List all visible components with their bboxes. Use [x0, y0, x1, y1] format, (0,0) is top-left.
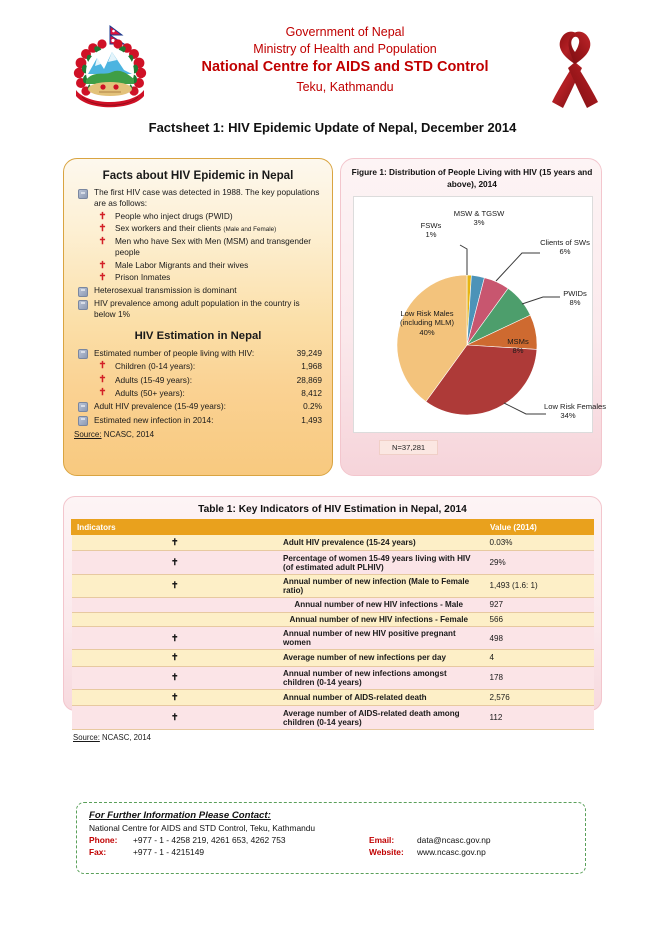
estimation-row [74, 347, 322, 359]
square-bullet-icon [78, 416, 88, 426]
contact-email-value[interactable]: data@ncasc.gov.np [417, 835, 491, 845]
estimation-value: 28,869 [296, 374, 322, 385]
estimation-label: Estimated number of people living with HIV: [94, 347, 255, 358]
contact-box [76, 802, 586, 874]
table-cell-value: 4 [485, 650, 594, 666]
estimation-row [74, 360, 322, 372]
key-population-label: Male Labor Migrants and their wives [115, 259, 249, 270]
page-header [0, 18, 665, 118]
table-row [72, 650, 594, 666]
key-population-label [115, 223, 322, 235]
header-line-ministry: Ministry of Health and Population [253, 41, 437, 56]
contact-website-value[interactable]: www.ncasc.gov.np [417, 846, 486, 857]
pie-label-msw-tgsw-pct: 3% [473, 218, 485, 228]
fact-bullet-text: HIV prevalence among adult population in the country is below 1% [94, 297, 300, 320]
leader-line-low-risk-females [504, 403, 546, 414]
facts-source-label: Source: [74, 430, 102, 440]
estimation-label: Adults (15-49 years): [115, 374, 193, 385]
key-population-label: Prison Inmates [115, 272, 171, 283]
ribbon-bullet-icon: ✝ [98, 210, 107, 222]
table-row [72, 535, 594, 551]
table-cell-indicator: Annual number of new HIV infections - Male [278, 598, 485, 612]
pie-label-fsws [410, 221, 452, 240]
table-source-label: Source: [73, 732, 100, 742]
key-indicators-table [71, 519, 594, 730]
key-population-label: Men who have Sex with Men (MSM) and transgender people [115, 236, 311, 258]
table-cell-value: 927 [485, 598, 594, 612]
contact-fax-label: Fax: [89, 846, 107, 857]
leader-line-pwids [522, 297, 560, 304]
pie-label-fsws-pct: 1% [425, 230, 437, 240]
fact-intro-text: The first HIV case was detected in 1988. The key populations are as follows: [94, 187, 320, 209]
contact-email-label: Email: [369, 835, 395, 845]
table-row [72, 666, 594, 689]
ribbon-bullet-icon: ✝ [72, 650, 279, 666]
fact-bullet-text: Heterosexual transmission is dominant [94, 284, 237, 295]
table-source-value: NCASC, 2014 [99, 732, 152, 742]
table-cell-indicator: Percentage of women 15-49 years living with HIV (of estimated adult PLHIV) [278, 551, 485, 574]
table-cell-value: 0.03% [485, 535, 594, 551]
ribbon-bullet-icon: ✝ [72, 690, 279, 706]
nepal-coat-of-arms-icon [68, 22, 152, 114]
table-cell-value: 566 [485, 612, 594, 626]
facts-panel [63, 158, 333, 476]
ribbon-bullet-icon: ✝ [98, 259, 107, 271]
table-row [72, 598, 594, 612]
square-bullet-icon [78, 402, 88, 412]
contact-fax-value: +977 - 1 - 4215149 [133, 846, 205, 857]
red-aids-ribbon-icon [538, 22, 612, 114]
table-title: Table 1: Key Indicators of HIV Estimation in Nepal, 2014 [198, 504, 467, 515]
ribbon-bullet-icon: ✝ [98, 360, 107, 372]
estimation-row [74, 387, 322, 399]
pie-label-clients-of-sws-pct: 6% [559, 247, 571, 257]
pie-label-low-risk-males-name: Low Risk Males (including MLM) [399, 309, 455, 328]
pie-label-low-risk-females-name: Low Risk Females [544, 402, 607, 411]
pie-label-msms-pct: 8% [512, 346, 524, 356]
estimation-row [74, 400, 322, 412]
ribbon-bullet-icon: ✝ [72, 626, 279, 649]
ribbon-bullet-icon: ✝ [98, 223, 107, 235]
key-population-note: (Male and Female) [223, 226, 277, 234]
fact-bullet-row [74, 285, 322, 297]
table-cell-value: 112 [485, 706, 594, 729]
estimation-label: Adults (50+ years): [115, 387, 185, 398]
estimation-label: Estimated new infection in 2014: [94, 414, 214, 425]
estimation-value: 1,968 [301, 361, 322, 372]
table-row [72, 612, 594, 626]
pie-chart [353, 196, 607, 433]
facts-panel-title: Facts about HIV Epidemic in Nepal [102, 169, 294, 182]
ribbon-bullet-icon: ✝ [72, 535, 279, 551]
square-bullet-icon [78, 300, 88, 310]
table-row [72, 706, 594, 729]
table-cell-spacer [72, 612, 279, 626]
contact-details-grid [89, 835, 573, 857]
chart-n-label: N=37,281 [379, 440, 438, 455]
pie-label-clients-of-sws-name: Clients of SWs [540, 238, 590, 247]
key-population-item [74, 223, 322, 235]
table-cell-value: 29% [485, 551, 594, 574]
table-panel [63, 496, 602, 742]
key-population-item [74, 272, 322, 283]
key-population-label: People who inject drugs (PWID) [115, 210, 233, 221]
pie-label-pwids-pct: 8% [569, 298, 581, 308]
contact-organization: National Centre for AIDS and STD Control, Teku, Kathmandu [89, 823, 316, 833]
pie-label-pwids-name: PWIDs [563, 289, 587, 298]
table-cell-value: 178 [485, 666, 594, 689]
ribbon-bullet-icon: ✝ [98, 236, 107, 247]
ribbon-bullet-icon: ✝ [72, 551, 279, 574]
header-text-block [160, 24, 530, 95]
key-population-item [74, 260, 322, 271]
table-row [72, 574, 594, 597]
table-cell-value: 2,576 [485, 690, 594, 706]
table-header-row [72, 520, 594, 535]
square-bullet-icon [78, 189, 88, 199]
figure-panel [340, 158, 607, 476]
header-line-address: Teku, Kathmandu [296, 79, 394, 94]
estimation-value: 8,412 [301, 387, 322, 398]
ribbon-bullet-icon: ✝ [72, 666, 279, 689]
pie-chart-svg [354, 197, 592, 432]
ribbon-bullet-icon: ✝ [98, 373, 107, 385]
table-cell-value: 1,493 (1.6: 1) [485, 574, 594, 597]
pie-label-pwids [558, 289, 592, 308]
header-line-government: Government of Nepal [285, 25, 405, 39]
square-bullet-icon [78, 287, 88, 297]
table-col-indicators: Indicators [72, 520, 485, 535]
table-cell-indicator: Average number of new infections per day [278, 650, 485, 666]
square-bullet-icon [78, 349, 88, 359]
ribbon-bullet-icon: ✝ [72, 574, 279, 597]
ribbon-bullet-icon: ✝ [98, 386, 107, 398]
pie-label-msms-name: MSMs [507, 337, 529, 346]
leader-line-fsws [460, 245, 467, 275]
table-col-value: Value (2014) [485, 520, 594, 535]
table-cell-indicator: Annual number of new infection (Male to Female ratio) [278, 574, 485, 597]
table-source-note [71, 733, 594, 742]
estimation-row [74, 414, 322, 426]
ribbon-bullet-icon: ✝ [72, 706, 279, 729]
contact-phone-label: Phone: [89, 835, 118, 845]
header-line-organization: National Centre for AIDS and STD Control [201, 59, 489, 76]
estimation-value: 39,249 [296, 347, 322, 358]
estimation-label: Adult HIV prevalence (15-49 years): [94, 401, 226, 412]
estimation-value: 0.2% [303, 401, 322, 412]
key-population-item [74, 236, 322, 259]
estimation-section-title: HIV Estimation in Nepal [134, 329, 262, 342]
table-cell-indicator: Annual number of AIDS-related death [278, 690, 485, 706]
contact-heading: For Further Information Please Contact: [89, 810, 271, 821]
facts-source-note [74, 430, 322, 439]
contact-phone-value: +977 - 1 - 4258 219, 4261 653, 4262 753 [133, 835, 286, 845]
estimation-value: 1,493 [301, 414, 322, 425]
table-cell-indicator: Annual number of new HIV infections - Female [278, 612, 485, 626]
contact-website-label: Website: [369, 846, 404, 857]
table-cell-indicator: Adult HIV prevalence (15-24 years) [278, 535, 485, 551]
fact-bullet-row [74, 298, 322, 321]
table-cell-indicator: Annual number of new HIV positive pregnant women [278, 626, 485, 649]
pie-label-low-risk-males-pct: 40% [419, 327, 435, 337]
table-row [72, 551, 594, 574]
pie-label-clients-of-sws [538, 238, 592, 257]
facts-source-value: NCASC, 2014 [101, 430, 155, 440]
leader-line-clients-of-sws [496, 253, 540, 281]
pie-label-msw-tgsw-name: MSW & TGSW [453, 209, 505, 218]
pie-label-low-risk-males [396, 309, 458, 337]
key-population-item [74, 211, 322, 222]
estimation-label: Children (0-14 years): [115, 361, 196, 372]
page-title: Factsheet 1: HIV Epidemic Update of Nepal, December 2014 [148, 120, 517, 135]
pie-label-msw-tgsw [453, 209, 505, 228]
table-cell-indicator: Average number of AIDS-related death among children (0-14 years) [278, 706, 485, 729]
pie-label-fsws-name: FSWs [420, 221, 442, 230]
ribbon-bullet-icon: ✝ [98, 272, 107, 284]
fact-intro-row [74, 187, 322, 210]
table-cell-value: 498 [485, 626, 594, 649]
figure-caption: Figure 1: Distribution of People Living with HIV (15 years and above), 2014 [351, 167, 593, 189]
key-population-main: Sex workers and their clients [115, 223, 224, 234]
pie-label-msms [500, 337, 536, 356]
pie-label-low-risk-females [544, 402, 607, 421]
table-cell-spacer [72, 598, 279, 612]
estimation-row [74, 374, 322, 386]
table-cell-indicator: Annual number of new infections amongst children (0-14 years) [278, 666, 485, 689]
table-row [72, 626, 594, 649]
pie-label-low-risk-females-pct: 34% [560, 411, 576, 421]
table-row [72, 690, 594, 706]
